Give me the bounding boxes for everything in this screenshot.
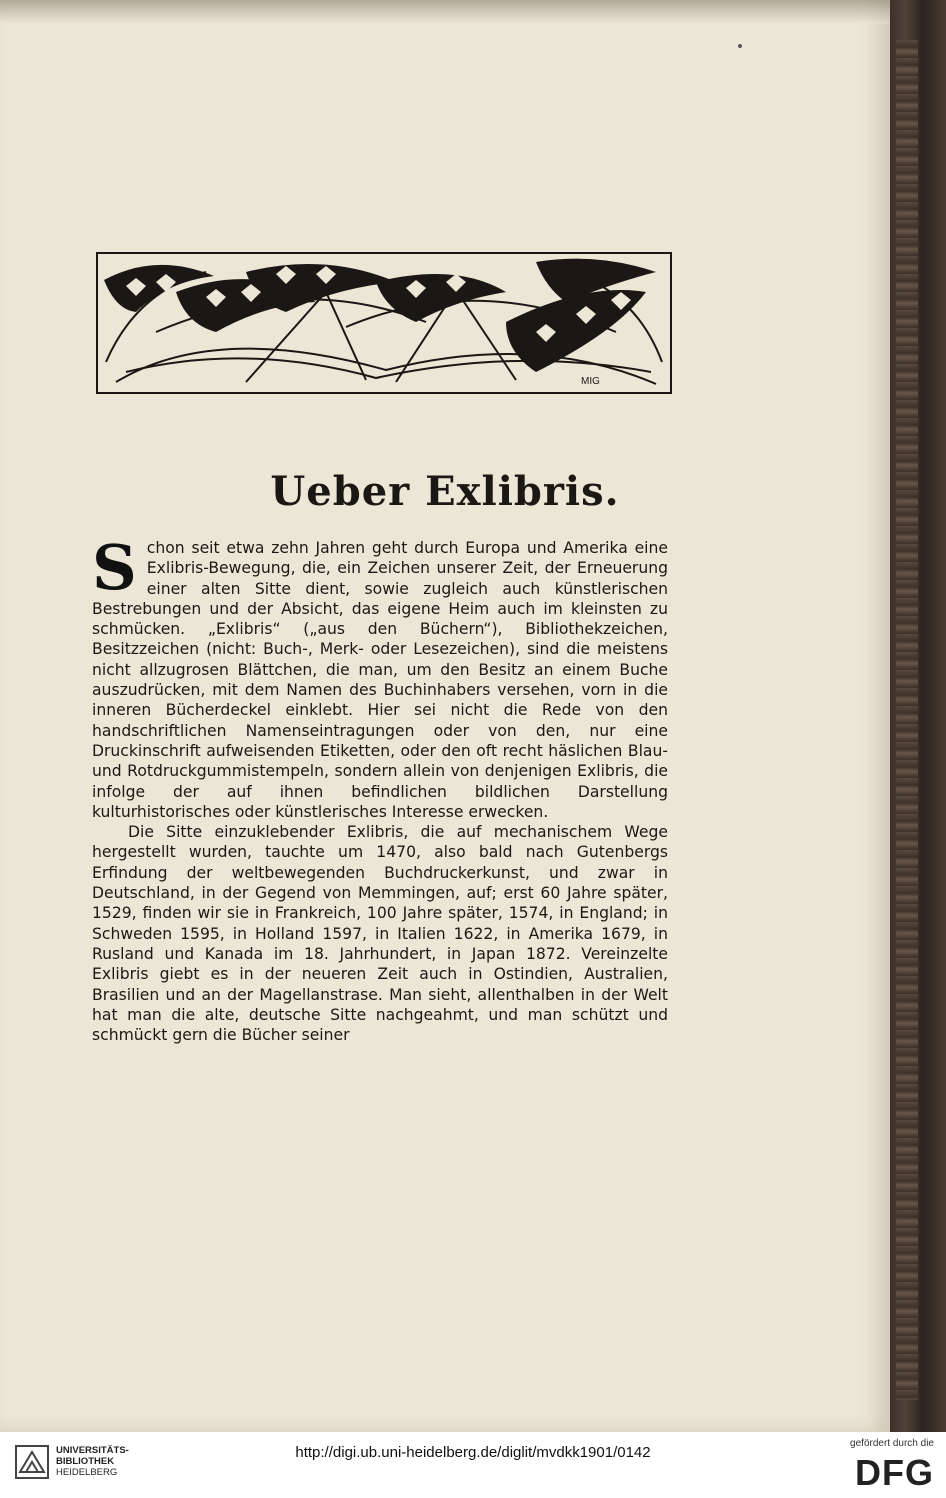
- page-title: Ueber Exlibris.: [270, 468, 620, 515]
- page-speck: [738, 44, 742, 48]
- paragraph-1-text: chon seit etwa zehn Jahren geht durch Europa und Amerika eine Exlibris-Bewegung, die, ein Zeichen unserer Zeit, der Erneuerung einer alten Sitte dient, sowie zugleich auch künstlerischen Bestrebungen und der Absicht, das eigene Heim auch im kleinsten zu schmücken. „Exlibris“ („aus den Büchern“), Bibliothekzeichen, Besitzzeichen (nicht: Buch-, Merk- oder Lesezeichen), sind die meistens nicht allzugrosen Blättchen, die man, um den Besitz an einem Buche auszudrücken, mit dem Namen des Buchinhabers versehen, vorn in die inneren Bücherdeckel einklebt. Hier sei nicht die Rede von den handschriftlichen Namenseintragungen oder von den, nur eine Druckinschrift aufweisenden Etiketten, oder den oft recht häslichen Blau- und Rotdruckgummistempeln, sondern allein von denjenigen Exlibris, die infolge der auf ihnen befindlichen bildlichen Darstellung kulturhistorisches oder künstlerisches Interesse erwecken.: [92, 539, 668, 821]
- university-line-3: HEIDELBERG: [56, 1467, 118, 1478]
- art-nouveau-ornament: [96, 252, 672, 394]
- book-binding: [896, 40, 918, 1400]
- ornament-signature: MIG: [581, 376, 600, 387]
- paragraph-2: Die Sitte einzuklebender Exlibris, die auf mechanischem Wege hergestellt wurden, tauchte um 1470, also bald nach Gutenbergs Erfindung der weltbewegenden Buchdruckerkunst, und zwar in Deutschland, in der Gegend von Memmingen, auf; erst 60 Jahre später, 1529, finden wir sie in Frankreich, 100 Jahre später, 1574, in England; in Schweden 1595, in Holland 1597, in Italien 1622, in Amerika 1679, in Rusland und Kanada im 18. Jahrhundert, in Japan 1872. Vereinzelte Exlibris giebt es in der neueren Zeit auch in Ostindien, Australien, Brasilien und an der Magellanstrase. Man sieht, allenthalben in der Welt hat man die alte, deutsche Sitte nachgeahmt, und man schützt und schmückt gern die Bücher seiner: [92, 823, 668, 1045]
- source-url-link[interactable]: http://digi.ub.uni-heidelberg.de/diglit/mvdkk1901/0142: [295, 1444, 651, 1461]
- body-text: [92, 531, 668, 1045]
- paragraph-1: [92, 531, 668, 822]
- dfg-logo: DFG: [855, 1452, 934, 1493]
- page-shadow: [0, 0, 890, 24]
- university-line-1: UNIVERSITÄTS-: [56, 1445, 129, 1456]
- drop-cap: S: [92, 531, 137, 604]
- university-line-2: BIBLIOTHEK: [56, 1456, 115, 1467]
- funding-caption: gefördert durch die: [850, 1438, 934, 1449]
- viewer-footer: [0, 1432, 946, 1498]
